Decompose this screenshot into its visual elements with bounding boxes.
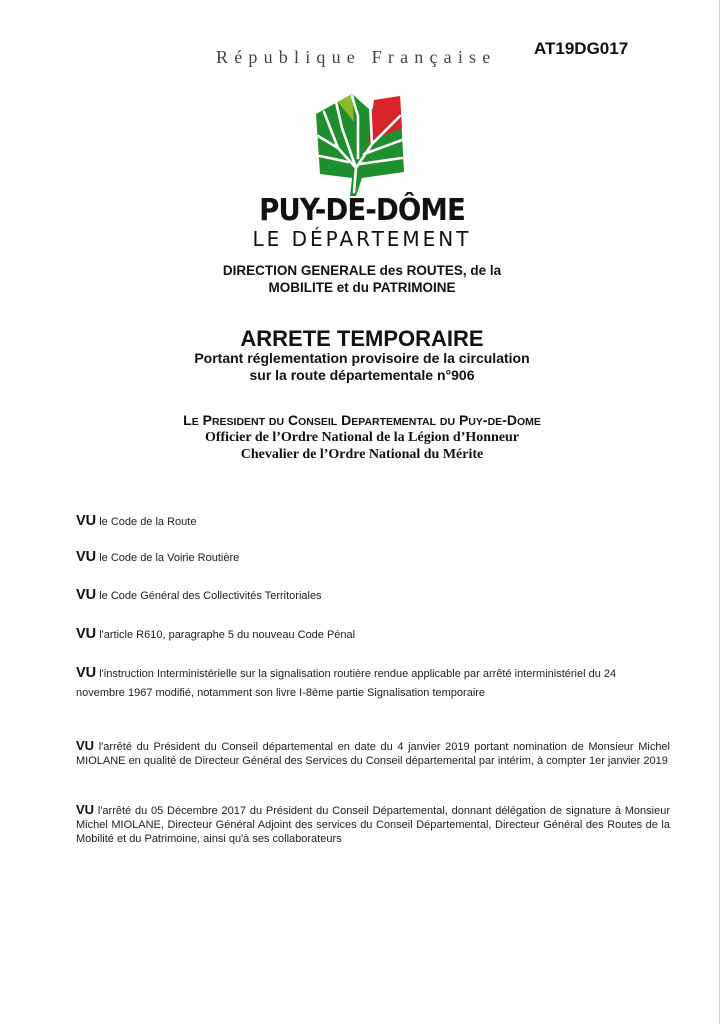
vu-text: le Code de la Voirie Routière — [99, 552, 240, 564]
honor-ordre-merite: Chevalier de l’Ordre National du Mérite — [240, 447, 484, 462]
vu-item — [76, 626, 696, 643]
arrete-subtitle-line-2: sur la route départementale n°906 — [249, 367, 475, 383]
vu-text: l'arrêté du 05 Décembre 2017 du Président du Conseil Départemental, donnant délégation de signature à Monsieur Michel MIOLANE, Directeur Général Adjoint des services du Conseil Départemental, Directeur Général des Routes de la Mobilité et du Patrimoine, ainsi qu'à ses collaborateurs — [76, 805, 671, 845]
direction-line-1: DIRECTION GENERALE des ROUTES, de la — [222, 263, 502, 278]
vu-prefix: VU — [76, 513, 97, 529]
vu-item — [76, 664, 636, 703]
department-subtitle: LE DÉPARTEMENT — [252, 227, 472, 251]
vu-text: le Code Général des Collectivités Territoriales — [99, 590, 322, 602]
vu-item — [76, 739, 670, 768]
vu-item — [76, 587, 696, 604]
president-honors — [0, 429, 724, 463]
arrete-subtitle-line-1: Portant réglementation provisoire de la circulation — [194, 350, 530, 366]
direction-line-2: MOBILITE et du PATRIMOINE — [268, 280, 456, 295]
vu-text: le Code de la Route — [99, 516, 197, 528]
department-name: PUY-DE-DÔME — [259, 193, 465, 228]
vu-prefix: VU — [76, 587, 97, 603]
vu-item — [76, 803, 670, 846]
vu-prefix: VU — [76, 802, 95, 817]
vu-prefix: VU — [76, 549, 97, 565]
president-title-text: LE PRESIDENT DU CONSEIL DEPARTEMENTAL DU PUY-DE-DOME — [183, 412, 541, 428]
vu-text: l'article R610, paragraphe 5 du nouveau Code Pénal — [99, 629, 356, 641]
arrete-title: ARRETE TEMPORAIRE — [240, 326, 484, 351]
vu-text: l'arrêté du Président du Conseil départemental en date du 4 janvier 2019 portant nomination de Monsieur Michel MIOLANE en qualité de Directeur Général des Services du Conseil départemental par intérim, à compter 1er janvier 2019 — [76, 741, 670, 767]
vu-prefix: VU — [76, 738, 95, 753]
honor-legion-honneur: Officier de l’Ordre National de la Légion d’Honneur — [204, 430, 520, 445]
arrete-subtitle — [0, 350, 724, 384]
vu-text: l'instruction Interministérielle sur la signalisation routière rendue applicable par arrêté interministériel du 24 novembre 1967 modifié, notamment son livre I-8ème partie Signalisation temporaire — [76, 668, 617, 699]
direction-heading — [0, 262, 724, 296]
vu-item — [76, 513, 696, 530]
vu-prefix: VU — [76, 665, 97, 681]
page-edge-divider — [719, 0, 720, 1024]
puy-de-dome-tree-logo-icon — [312, 92, 410, 196]
vu-prefix: VU — [76, 626, 97, 642]
republique-francaise-heading: République Française — [216, 47, 497, 67]
reference-number: AT19DG017 — [534, 39, 629, 58]
vu-item — [76, 549, 696, 566]
